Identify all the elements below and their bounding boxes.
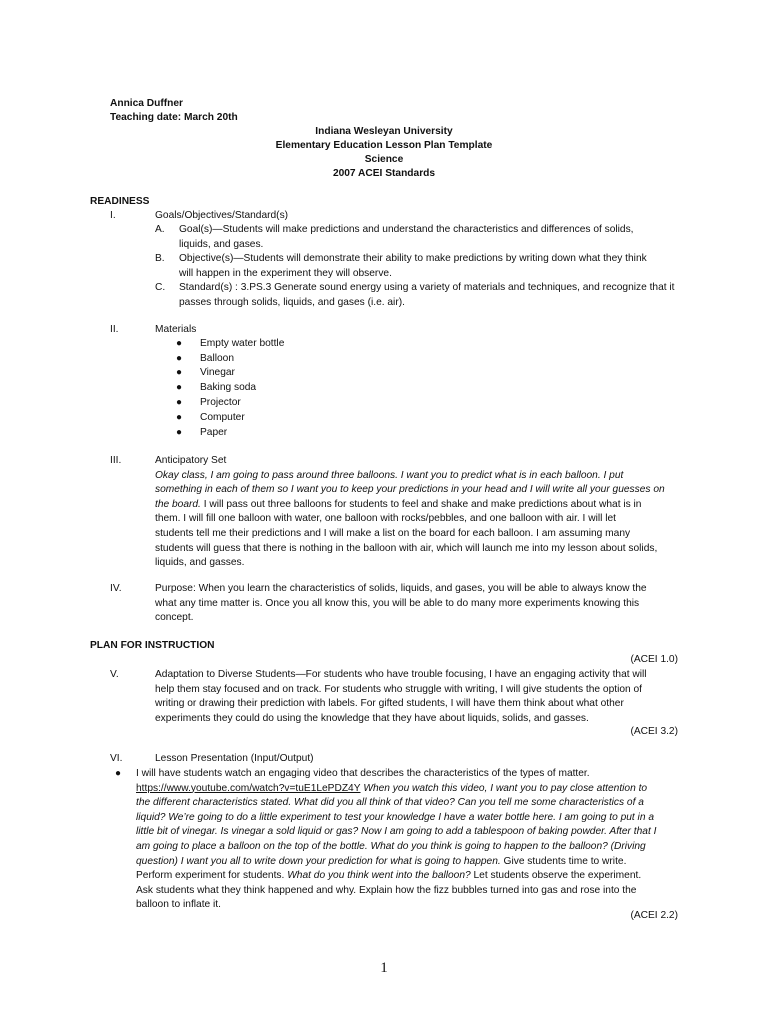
- section-numeral: V.: [110, 669, 119, 680]
- page-number: 1: [380, 960, 388, 976]
- purpose-text: Purpose: When you learn the characteristics of solids, liquids, and gases, you will be able to always know the what any time matter is. Once you all know this, you will be able to do many more experiments knowing this concept.: [155, 583, 647, 624]
- acei-standard-tag: (ACEI 2.2): [630, 910, 678, 921]
- bullet-icon: ●: [176, 427, 183, 438]
- bullet-icon: ●: [176, 338, 183, 349]
- material-item: Empty water bottle: [200, 338, 285, 349]
- lesson-text: I will have students watch an engaging video that describes the characteristics of the types of matter. https://www.youtube.com/watch?v=tuE1LePDZ4Y When you watch this video, I want you to pay close attention to the different characteristics stated. What did you all think of that video? Can you tell me some characteristics of a liquid? We’re going to do a little experiment to test your knowledge I have a water bottle here. I am going to put in a little bit of vinegar. Is vinegar a sold liquid or gas? Now I am going to add a tablespoon of baking powder. After that I am going to place a balloon on the top of the bottle. What do you think is going to happen to the balloon? (Driving question) I want you all to write down your prediction for what is going to happen. Give students time to write. Perform experiment for students. What do you think went into the balloon? Let students observe the experiment. Ask students what they think happened and why. Explain how the fizz bubbles turned into gas and rose into the balloon to inflate it.: [136, 768, 657, 911]
- author-name: Annica Duffner: [110, 98, 184, 109]
- section-numeral: VI.: [110, 753, 123, 764]
- goal-text: Goal(s)—Students will make predictions and understand the characteristics and differences of solids, liquids, and gases.: [179, 224, 634, 250]
- material-item: Balloon: [200, 353, 234, 364]
- lesson-title: Lesson Presentation (Input/Output): [155, 753, 314, 764]
- standards-title: 2007 ACEI Standards: [332, 168, 436, 179]
- materials-title: Materials: [155, 324, 197, 335]
- material-item: Projector: [200, 397, 241, 408]
- bullet-icon: ●: [176, 412, 183, 423]
- section-numeral: I.: [110, 210, 116, 221]
- university-title: Indiana Wesleyan University: [315, 126, 453, 137]
- adaptation-text: Adaptation to Diverse Students—For students who have trouble focusing, I have an engaging activity that will help them stay focused and on track. For students who struggle with writing, I will give students the option of writing or drawing their prediction with labels. For gifted students, I will have them think about what other experiments they could do using the knowledge that they have about liquids, solids, and gasses.: [155, 669, 647, 724]
- bullet-icon: ●: [115, 768, 122, 779]
- anticipatory-text: Anticipatory Set Okay class, I am going to pass around three balloons. I want you to predict what is in each balloon. I put something in each of them so I want you to keep your predictions in your head and I will write all your guesses on the board. I will pass out three balloons for students to feel and shake and make predictions about what is in them. I will fill one balloon with water, one balloon with rocks/pebbles, and one balloon with air. I will let students tell me their predictions and I will make a list on the board for each balloon. I am assuming many students will guess that there is nothing in the balloon with air, which will launch me into my lesson about solids, liquids, and gasses.: [155, 455, 665, 569]
- section-numeral: II.: [110, 324, 119, 335]
- objective-text: Objective(s)—Students will demonstrate their ability to make predictions by writing down what they think will happen in the experiment they will observe.: [179, 253, 647, 279]
- standard-label: C.: [155, 282, 166, 293]
- template-title: Elementary Education Lesson Plan Template: [275, 140, 493, 151]
- objective-label: B.: [155, 253, 165, 264]
- goals-title: Goals/Objectives/Standard(s): [155, 210, 289, 221]
- subject-title: Science: [364, 154, 404, 165]
- bullet-icon: ●: [176, 382, 183, 393]
- material-item: Vinegar: [200, 367, 235, 378]
- section-numeral: IV.: [110, 583, 122, 594]
- video-link[interactable]: https://www.youtube.com/watch?v=tuE1LePDZ4Y: [136, 782, 361, 794]
- acei-standard-tag: (ACEI 1.0): [630, 654, 678, 665]
- section-numeral: III.: [110, 455, 122, 466]
- material-item: Paper: [200, 427, 228, 438]
- instruction-heading: PLAN FOR INSTRUCTION: [90, 640, 215, 651]
- standard-text: Standard(s) : 3.PS.3 Generate sound energy using a variety of materials and techniques, and recognize that it passes through solids, liquids, and gases (i.e. air).: [179, 282, 675, 308]
- material-item: Baking soda: [200, 382, 257, 393]
- readiness-heading: READINESS: [90, 196, 150, 207]
- teaching-date: Teaching date: March 20th: [110, 112, 238, 123]
- goal-label: A.: [155, 224, 165, 235]
- acei-standard-tag: (ACEI 3.2): [630, 726, 678, 737]
- bullet-icon: ●: [176, 367, 183, 378]
- bullet-icon: ●: [176, 397, 183, 408]
- bullet-icon: ●: [176, 353, 183, 364]
- material-item: Computer: [200, 412, 245, 423]
